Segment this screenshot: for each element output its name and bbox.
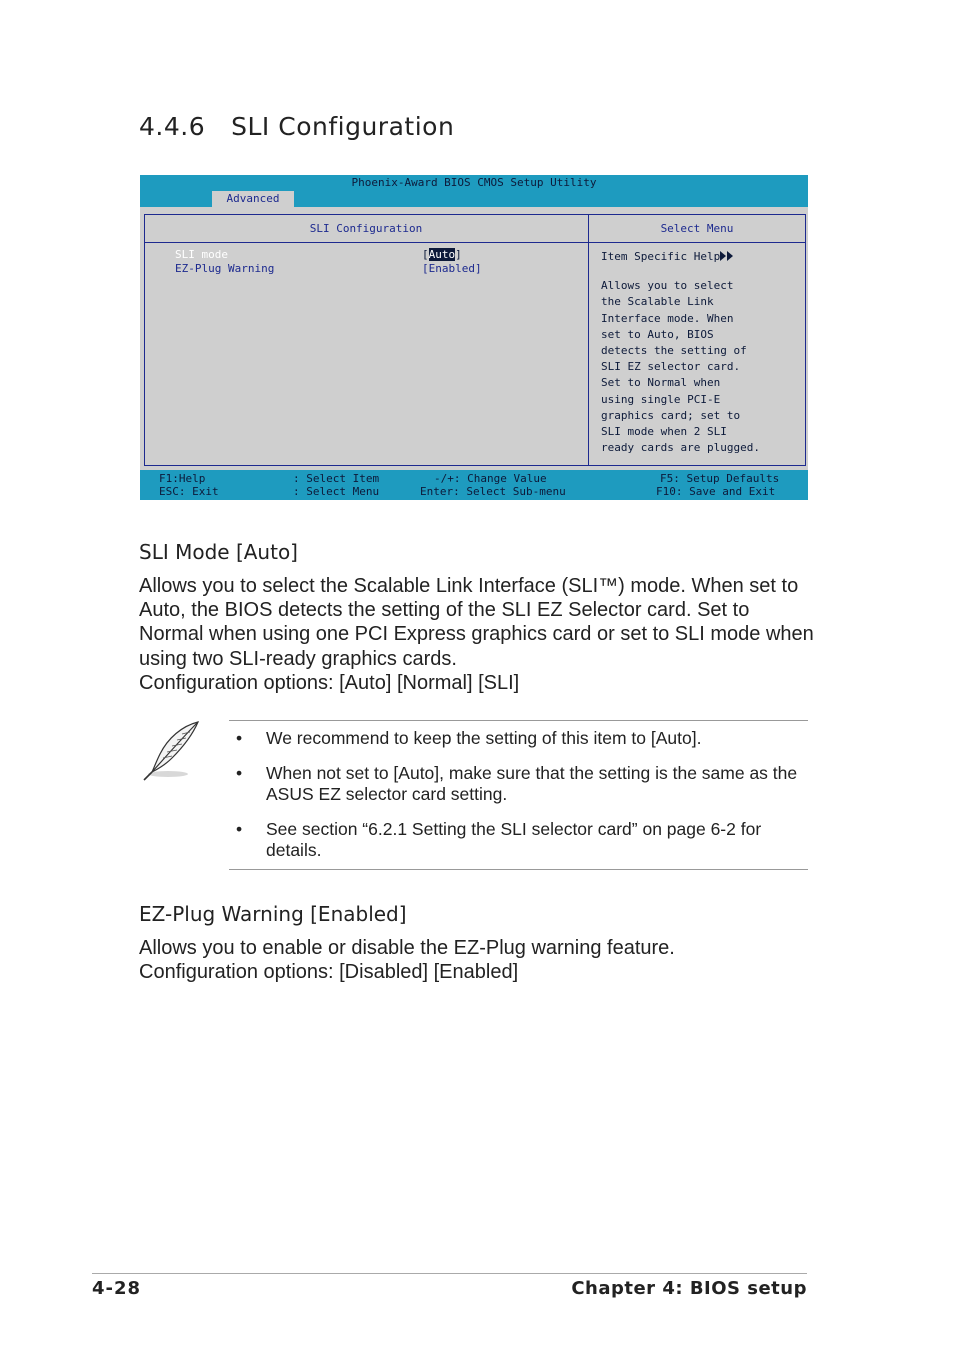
section-title <box>139 112 454 141</box>
bios-item-ez-plug-warning[interactable]: EZ-Plug Warning <box>175 262 275 275</box>
ez-plug-heading: EZ-Plug Warning [Enabled] <box>139 902 407 926</box>
ez-plug-options: Configuration options: [Disabled] [Enabled] <box>139 961 519 984</box>
bios-panel-divider <box>588 214 589 465</box>
key-f1-help: F1:Help <box>159 472 206 485</box>
chapter-title: Chapter 4: BIOS setup <box>571 1278 807 1299</box>
bios-menu-bar <box>140 191 808 207</box>
bullet: • <box>236 728 243 748</box>
note-item-text: When not set to [Auto], make sure that the setting is the same as the ASUS EZ selector card setting. <box>266 763 798 804</box>
note-bottom-rule <box>229 869 808 870</box>
section-number: 4.4.6 <box>139 112 206 141</box>
bios-help-line: using single PCI-E <box>601 392 721 406</box>
page-number: 4-28 <box>92 1278 142 1299</box>
bios-help-title-text: Item Specific Help <box>601 250 721 263</box>
bios-help-line: the Scalable Link <box>601 295 714 309</box>
section-title-text: SLI Configuration <box>231 112 455 141</box>
bios-help-line: set to Auto, BIOS <box>601 327 714 341</box>
note-list <box>232 728 802 875</box>
bios-help-header: Select Menu <box>660 222 734 235</box>
note-item-text: See section “6.2.1 Setting the SLI selector card” on page 6-2 for details. <box>266 819 762 860</box>
key-esc-exit: ESC: Exit <box>159 485 219 498</box>
bios-item-sli-mode[interactable]: SLI mode <box>175 248 228 261</box>
bios-value-ez-plug-warning[interactable]: [Enabled] <box>422 262 482 275</box>
bios-help-line: Interface mode. When <box>601 311 734 325</box>
note-item <box>232 819 802 861</box>
bios-help-line: SLI mode when 2 SLI <box>601 425 727 439</box>
key-f5-defaults: F5: Setup Defaults <box>660 472 780 485</box>
sli-mode-options: Configuration options: [Auto] [Normal] [SLI] <box>139 671 520 694</box>
key-select-menu: : Select Menu <box>293 485 380 498</box>
tab-advanced[interactable]: Advanced <box>212 191 294 207</box>
bios-value-sli-mode[interactable]: [Auto] <box>422 248 462 261</box>
key-enter-submenu: Enter: Select Sub-menu <box>420 485 566 498</box>
bios-title-bar: Phoenix-Award BIOS CMOS Setup Utility <box>140 175 808 191</box>
double-arrow-right-icon <box>720 251 734 261</box>
bios-help-line: Set to Normal when <box>601 376 721 390</box>
bios-help-line: Allows you to select <box>601 279 734 293</box>
bios-panel-title: SLI Configuration <box>309 222 423 235</box>
bios-screenshot <box>140 175 808 500</box>
note-item <box>232 763 802 805</box>
sli-mode-heading: SLI Mode [Auto] <box>139 540 298 564</box>
bios-help-panel <box>601 249 797 456</box>
key-f10-save-exit: F10: Save and Exit <box>656 485 776 498</box>
bios-help-line: SLI EZ selector card. <box>601 360 741 374</box>
feather-pen-icon <box>138 718 204 784</box>
note-item <box>232 728 802 749</box>
key-change-value: -/+: Change Value <box>434 472 547 485</box>
sli-mode-body: Allows you to select the Scalable Link Interface (SLI™) mode. When set to Auto, the BIOS detects the setting of the SLI EZ Selector card. Set to Normal when using one PCI Express graphics card or set to SLI mode when using two SLI-ready graphics cards. <box>139 575 814 670</box>
ez-plug-body: Allows you to enable or disable the EZ-Plug warning feature. <box>139 937 675 959</box>
key-select-item: : Select Item <box>293 472 380 485</box>
bullet: • <box>236 763 243 783</box>
bios-help-line: ready cards are plugged. <box>601 441 760 455</box>
ez-plug-description <box>139 936 819 984</box>
bullet: • <box>236 819 243 839</box>
bios-help-title <box>601 249 797 265</box>
note-top-rule <box>229 720 808 721</box>
bios-key-legend <box>140 470 808 500</box>
bios-help-line: graphics card; set to <box>601 408 741 422</box>
sli-mode-description <box>139 574 819 695</box>
footer-rule <box>92 1273 807 1274</box>
note-item-text: We recommend to keep the setting of this item to [Auto]. <box>266 728 702 748</box>
bios-help-line: detects the setting of <box>601 344 747 358</box>
bios-value-sli-mode-text: Auto <box>428 248 456 261</box>
bios-header-divider <box>144 242 805 243</box>
